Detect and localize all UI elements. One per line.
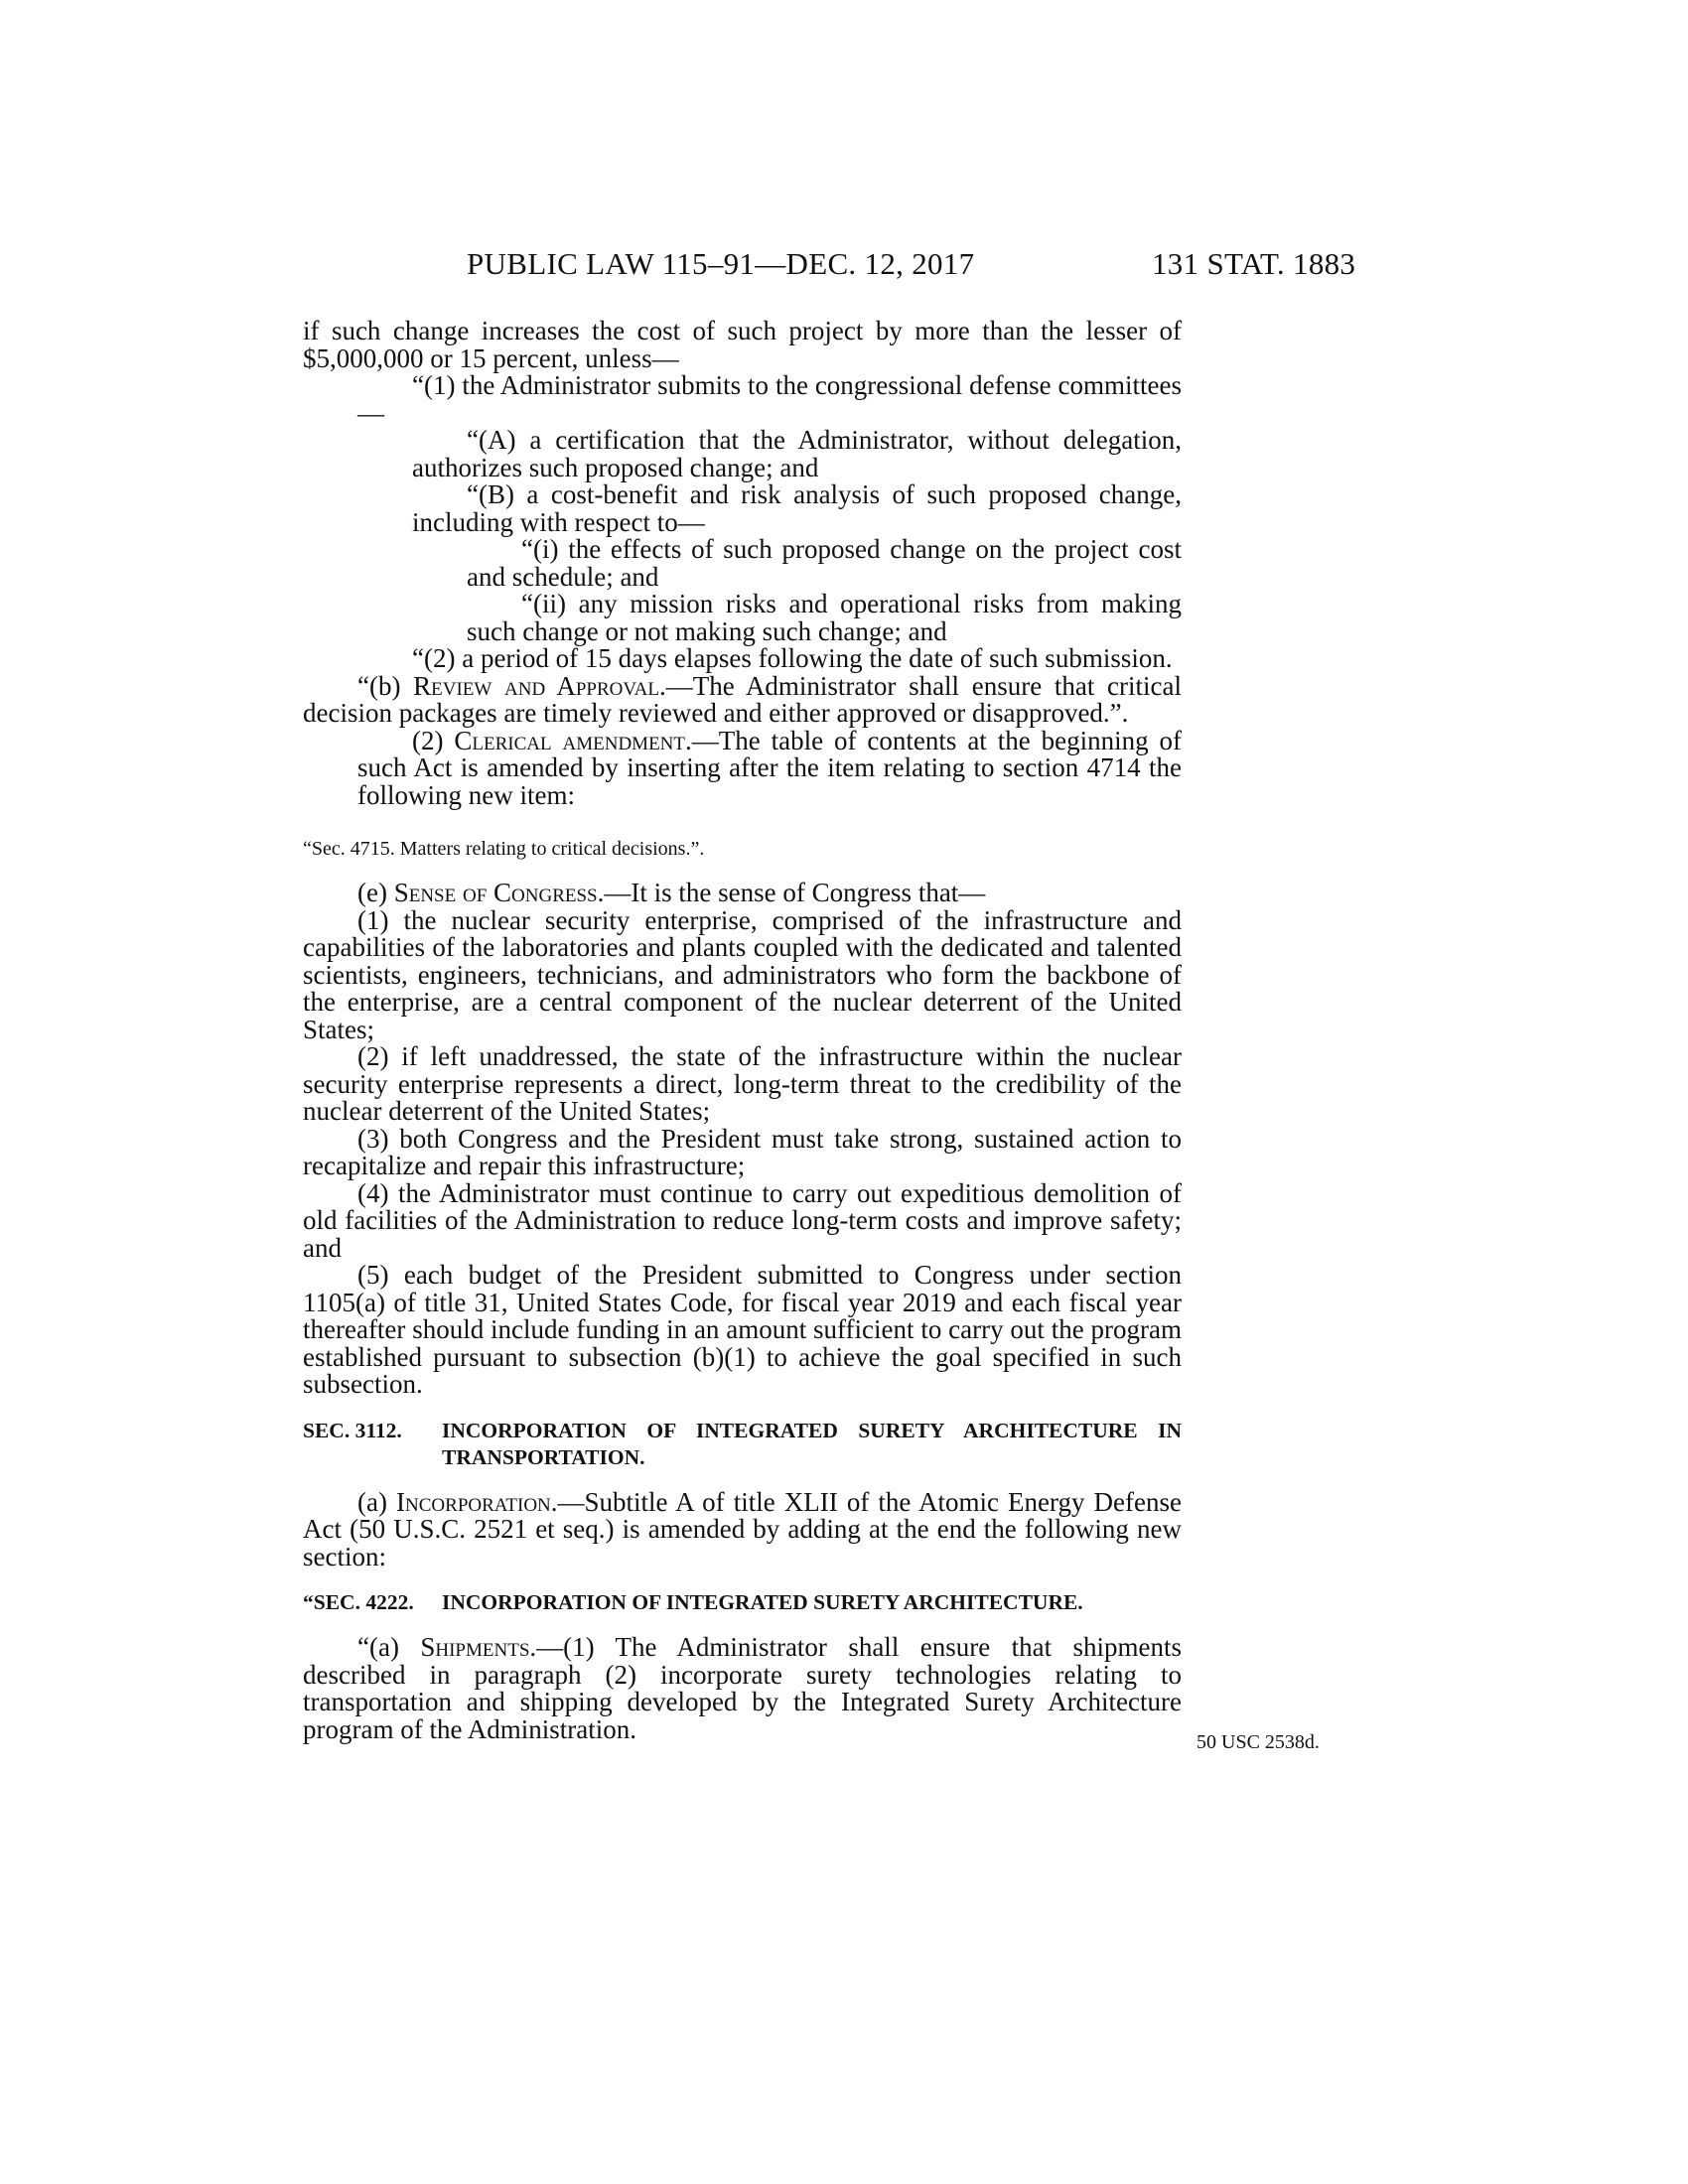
- document-body: [303, 318, 1182, 1743]
- paragraph: (4) the Administrator must continue to carry out expeditious demolition of old facilities of the Administration to reduce long-term costs and improve safety; and: [303, 1177, 1182, 1263]
- paragraph-lead: “(a): [357, 1632, 421, 1662]
- paragraph: “(A) a certification that the Administrator, without delegation, authorizes such proposed change; and: [412, 425, 1182, 482]
- paragraph-heading: Shipments: [420, 1632, 530, 1662]
- paragraph: (5) each budget of the President submitted to Congress under section 1105(a) of title 31, United States Code, for fiscal year 2019 and each fiscal year thereafter should include funding in an amount sufficient to carry out the program established pursuant to subsection (b)(1) to achieve the goal specified in such subsection.: [303, 1260, 1182, 1399]
- running-title: PUBLIC LAW 115–91—DEC. 12, 2017: [467, 246, 975, 281]
- section-heading: [303, 1418, 1182, 1471]
- paragraph: “(i) the effects of such proposed change on the project cost and schedule; and: [467, 534, 1182, 592]
- paragraph: (1) the nuclear security enterprise, comprised of the infrastructure and capabilities of the laboratories and plants coupled with the dedicated and talented scientists, engineers, technicians, and administrators who form the backbone of the enterprise, are a central component of the nuclear deterrent of the United States;: [303, 904, 1182, 1044]
- margin-citation: 50 USC 2538d.: [1196, 1731, 1320, 1753]
- paragraph: “(B) a cost-benefit and risk analysis of such proposed change, including with respect to—: [412, 479, 1182, 537]
- paragraph-shipments: [303, 1634, 1182, 1743]
- paragraph-lead: (2): [412, 725, 455, 755]
- paragraph: (2) if left unaddressed, the state of the infrastructure within the nuclear security enterprise represents a direct, long-term threat to the credibility of the nuclear deterrent of the United States;: [303, 1041, 1182, 1126]
- paragraph: (3) both Congress and the President must take strong, sustained action to recapitalize and repair this infrastructure;: [303, 1123, 1182, 1180]
- paragraph-heading: Incorporation: [396, 1486, 551, 1517]
- paragraph-heading: Review and Approval: [413, 670, 659, 701]
- section-title: INCORPORATION OF INTEGRATED SURETY ARCHITECTURE IN TRANSPORTATION.: [442, 1418, 1182, 1469]
- paragraph-lead: “(b): [357, 670, 414, 701]
- paragraph-incorporation: [303, 1486, 1183, 1571]
- paragraph: if such change increases the cost of such project by more than the lesser of $5,000,000 or 15 percent, unless—: [303, 316, 1182, 373]
- paragraph-heading: Sense of Congress: [393, 878, 598, 907]
- paragraph-heading: Clerical amendment: [454, 725, 686, 755]
- table-of-contents-item: “Sec. 4715. Matters relating to critical decisions.”.: [303, 838, 705, 860]
- statute-page-number: 131 STAT. 1883: [1152, 246, 1356, 281]
- paragraph-text: .—The Administrator shall ensure that critical decision packages are timely reviewed and either approved or disapproved.”.: [303, 670, 1182, 728]
- paragraph: “(2) a period of 15 days elapses following the date of such submission.: [412, 643, 1173, 673]
- section-heading: [303, 1589, 1182, 1616]
- paragraph-text: .—The table of contents at the beginning of such Act is amended by inserting after the item relating to section 4714 the following new item:: [357, 725, 1182, 810]
- paragraph-text: .—(1) The Administrator shall ensure that shipments described in paragraph (2) incorporate surety technologies relating to transportation and shipping developed by the Integrated Surety Architecture program of the Administration.: [303, 1632, 1182, 1744]
- paragraph-clerical-amendment: [303, 725, 1182, 810]
- paragraph: “(1) the Administrator submits to the congressional defense committees—: [357, 370, 1182, 428]
- paragraph-lead: (e): [357, 878, 394, 907]
- paragraph: “(ii) any mission risks and operational risks from making such change or not making such change; and: [467, 589, 1182, 646]
- paragraph-lead: (a): [357, 1486, 397, 1517]
- section-number: SEC. 3112.: [303, 1418, 402, 1442]
- paragraph-text: .—Subtitle A of title XLII of the Atomic Energy Defense Act (50 U.S.C. 2521 et seq.) is amended by adding at the end the following new section:: [303, 1486, 1183, 1571]
- paragraph-review-and-approval: [303, 670, 1182, 728]
- paragraph-text: .—It is the sense of Congress that—: [597, 878, 986, 907]
- section-title: INCORPORATION OF INTEGRATED SURETY ARCHITECTURE.: [442, 1590, 1083, 1614]
- page-header: [0, 246, 1688, 290]
- paragraph-sense-of-congress: [303, 880, 1182, 907]
- section-number: “SEC. 4222.: [303, 1590, 414, 1614]
